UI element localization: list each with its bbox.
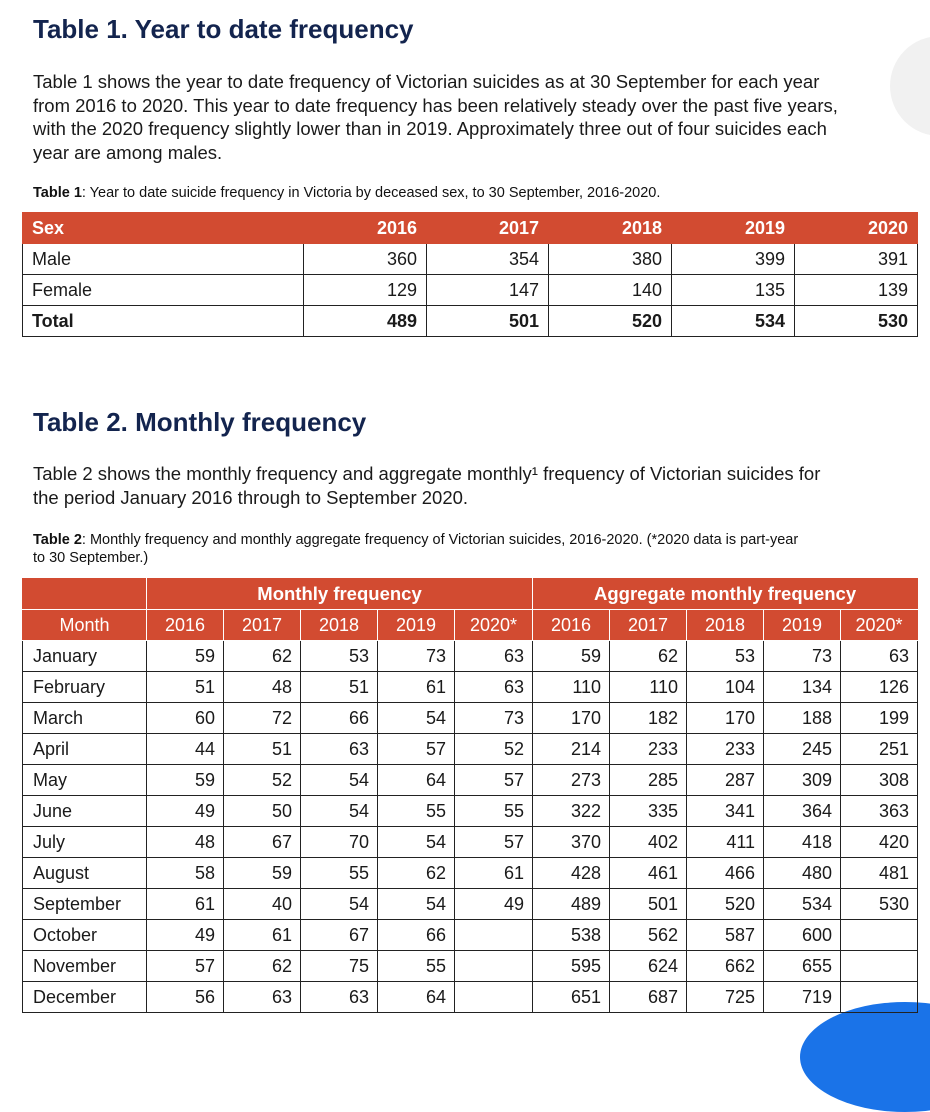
table-row bbox=[23, 672, 918, 703]
caption-text: to 30 September.) bbox=[33, 550, 149, 566]
column-header-year: 2016 bbox=[533, 610, 610, 641]
aggregate-cell: 245 bbox=[764, 734, 841, 765]
monthly-cell: 52 bbox=[224, 765, 301, 796]
table-cell: 135 bbox=[672, 275, 795, 306]
monthly-cell: 55 bbox=[301, 858, 378, 889]
monthly-cell: 64 bbox=[378, 765, 455, 796]
aggregate-cell: 687 bbox=[610, 982, 687, 1013]
table-header-row bbox=[23, 213, 918, 244]
aggregate-cell: 59 bbox=[533, 641, 610, 672]
aggregate-cell: 322 bbox=[533, 796, 610, 827]
aggregate-cell: 418 bbox=[764, 827, 841, 858]
monthly-cell: 55 bbox=[455, 796, 533, 827]
monthly-cell: 54 bbox=[301, 889, 378, 920]
aggregate-cell: 600 bbox=[764, 920, 841, 951]
monthly-cell: 62 bbox=[224, 641, 301, 672]
aggregate-cell: 370 bbox=[533, 827, 610, 858]
year-to-date-table bbox=[22, 212, 918, 337]
aggregate-cell: 309 bbox=[764, 765, 841, 796]
aggregate-cell: 188 bbox=[764, 703, 841, 734]
row-label: Male bbox=[23, 244, 304, 275]
table-cell: 399 bbox=[672, 244, 795, 275]
table2-paragraph bbox=[33, 462, 903, 509]
paragraph-line: Table 2 shows the monthly frequency and aggregate monthly¹ frequency of Victorian suicides for bbox=[33, 463, 821, 484]
aggregate-cell: 420 bbox=[841, 827, 918, 858]
aggregate-cell: 233 bbox=[610, 734, 687, 765]
monthly-cell bbox=[455, 920, 533, 951]
monthly-cell: 75 bbox=[301, 951, 378, 982]
monthly-cell: 57 bbox=[455, 827, 533, 858]
paragraph-line: the period January 2016 through to September 2020. bbox=[33, 486, 469, 508]
column-header-2020: 2020 bbox=[795, 213, 918, 244]
monthly-cell: 63 bbox=[301, 734, 378, 765]
table-cell: 489 bbox=[304, 306, 427, 337]
monthly-cell: 56 bbox=[147, 982, 224, 1013]
column-header-year: 2017 bbox=[610, 610, 687, 641]
monthly-cell: 49 bbox=[147, 796, 224, 827]
aggregate-cell: 73 bbox=[764, 641, 841, 672]
aggregate-cell: 428 bbox=[533, 858, 610, 889]
aggregate-cell bbox=[841, 920, 918, 951]
aggregate-cell: 538 bbox=[533, 920, 610, 951]
table-row bbox=[23, 306, 918, 337]
aggregate-cell: 170 bbox=[687, 703, 764, 734]
column-header-2017: 2017 bbox=[427, 213, 549, 244]
blank-header-cell bbox=[23, 579, 147, 610]
table-row bbox=[23, 796, 918, 827]
monthly-cell: 59 bbox=[147, 765, 224, 796]
aggregate-cell: 104 bbox=[687, 672, 764, 703]
floating-action-blob bbox=[800, 1002, 930, 1112]
column-header-year: 2016 bbox=[147, 610, 224, 641]
row-label: Female bbox=[23, 275, 304, 306]
monthly-cell: 61 bbox=[224, 920, 301, 951]
monthly-cell: 40 bbox=[224, 889, 301, 920]
caption-text: : Monthly frequency and monthly aggregate frequency of Victorian suicides, 2016-2020. (*2020 data is part-year bbox=[81, 532, 799, 548]
table2-caption bbox=[33, 531, 913, 567]
paragraph-line: with the 2020 frequency slightly lower than in 2019. Approximately three out of four suicides each bbox=[33, 118, 827, 139]
aggregate-cell: 287 bbox=[687, 765, 764, 796]
month-cell: May bbox=[23, 765, 147, 796]
table1-heading: Table 1. Year to date frequency bbox=[33, 14, 414, 44]
monthly-cell: 52 bbox=[455, 734, 533, 765]
paragraph-line: Table 1 shows the year to date frequency of Victorian suicides as at 30 September for each year bbox=[33, 71, 820, 92]
table-cell: 530 bbox=[795, 306, 918, 337]
monthly-cell: 66 bbox=[378, 920, 455, 951]
aggregate-cell: 214 bbox=[533, 734, 610, 765]
monthly-cell: 61 bbox=[378, 672, 455, 703]
aggregate-cell: 562 bbox=[610, 920, 687, 951]
aggregate-cell: 489 bbox=[533, 889, 610, 920]
aggregate-cell: 364 bbox=[764, 796, 841, 827]
table-cell: 534 bbox=[672, 306, 795, 337]
monthly-cell: 72 bbox=[224, 703, 301, 734]
table-cell: 147 bbox=[427, 275, 549, 306]
aggregate-cell: 63 bbox=[841, 641, 918, 672]
aggregate-cell: 273 bbox=[533, 765, 610, 796]
aggregate-cell: 481 bbox=[841, 858, 918, 889]
column-header-year: 2017 bbox=[224, 610, 301, 641]
table-row bbox=[23, 827, 918, 858]
row-label: Total bbox=[23, 306, 304, 337]
month-cell: December bbox=[23, 982, 147, 1013]
monthly-cell: 55 bbox=[378, 796, 455, 827]
monthly-cell: 50 bbox=[224, 796, 301, 827]
month-cell: September bbox=[23, 889, 147, 920]
monthly-cell: 61 bbox=[455, 858, 533, 889]
aggregate-cell: 402 bbox=[610, 827, 687, 858]
column-header-month: Month bbox=[23, 610, 147, 641]
month-cell: October bbox=[23, 920, 147, 951]
aggregate-cell: 110 bbox=[610, 672, 687, 703]
month-cell: February bbox=[23, 672, 147, 703]
monthly-cell bbox=[455, 982, 533, 1013]
year-header-row bbox=[23, 610, 918, 641]
aggregate-cell bbox=[841, 982, 918, 1013]
monthly-cell: 63 bbox=[224, 982, 301, 1013]
aggregate-cell: 62 bbox=[610, 641, 687, 672]
aggregate-cell: 53 bbox=[687, 641, 764, 672]
monthly-cell: 67 bbox=[224, 827, 301, 858]
monthly-cell: 53 bbox=[301, 641, 378, 672]
column-header-2018: 2018 bbox=[549, 213, 672, 244]
monthly-cell: 54 bbox=[301, 765, 378, 796]
table-row bbox=[23, 244, 918, 275]
aggregate-cell: 655 bbox=[764, 951, 841, 982]
group-header-monthly: Monthly frequency bbox=[147, 579, 533, 610]
column-header-year: 2020* bbox=[455, 610, 533, 641]
paragraph-line: from 2016 to 2020. This year to date frequency has been relatively steady over the past five years, bbox=[33, 94, 838, 116]
aggregate-cell: 480 bbox=[764, 858, 841, 889]
table-cell: 380 bbox=[549, 244, 672, 275]
aggregate-cell: 662 bbox=[687, 951, 764, 982]
monthly-cell: 44 bbox=[147, 734, 224, 765]
aggregate-cell: 126 bbox=[841, 672, 918, 703]
aggregate-cell: 725 bbox=[687, 982, 764, 1013]
monthly-cell: 51 bbox=[224, 734, 301, 765]
table-cell: 354 bbox=[427, 244, 549, 275]
table-row bbox=[23, 920, 918, 951]
monthly-cell: 64 bbox=[378, 982, 455, 1013]
monthly-cell: 63 bbox=[455, 672, 533, 703]
table-cell: 520 bbox=[549, 306, 672, 337]
table-row bbox=[23, 765, 918, 796]
table-cell: 391 bbox=[795, 244, 918, 275]
aggregate-cell: 110 bbox=[533, 672, 610, 703]
aggregate-cell: 520 bbox=[687, 889, 764, 920]
aggregate-cell: 170 bbox=[533, 703, 610, 734]
aggregate-cell bbox=[841, 951, 918, 982]
column-header-year: 2018 bbox=[687, 610, 764, 641]
month-cell: January bbox=[23, 641, 147, 672]
aggregate-cell: 134 bbox=[764, 672, 841, 703]
aggregate-cell: 335 bbox=[610, 796, 687, 827]
aggregate-cell: 251 bbox=[841, 734, 918, 765]
monthly-cell: 59 bbox=[224, 858, 301, 889]
aggregate-cell: 233 bbox=[687, 734, 764, 765]
aggregate-cell: 595 bbox=[533, 951, 610, 982]
monthly-cell: 49 bbox=[455, 889, 533, 920]
monthly-cell: 58 bbox=[147, 858, 224, 889]
aggregate-cell: 587 bbox=[687, 920, 764, 951]
monthly-cell: 66 bbox=[301, 703, 378, 734]
aggregate-cell: 624 bbox=[610, 951, 687, 982]
caption-label: Table 1 bbox=[33, 185, 82, 201]
column-header-year: 2020* bbox=[841, 610, 918, 641]
monthly-cell: 48 bbox=[224, 672, 301, 703]
month-cell: April bbox=[23, 734, 147, 765]
table-row bbox=[23, 858, 918, 889]
monthly-cell: 54 bbox=[301, 796, 378, 827]
aggregate-cell: 719 bbox=[764, 982, 841, 1013]
monthly-cell: 67 bbox=[301, 920, 378, 951]
table-row bbox=[23, 275, 918, 306]
table2-heading: Table 2. Monthly frequency bbox=[33, 407, 367, 437]
aggregate-cell: 182 bbox=[610, 703, 687, 734]
monthly-cell: 51 bbox=[301, 672, 378, 703]
monthly-cell: 49 bbox=[147, 920, 224, 951]
table-cell: 360 bbox=[304, 244, 427, 275]
monthly-cell: 63 bbox=[455, 641, 533, 672]
monthly-cell: 60 bbox=[147, 703, 224, 734]
aggregate-cell: 651 bbox=[533, 982, 610, 1013]
caption-text: : Year to date suicide frequency in Victoria by deceased sex, to 30 September, 2016-2020. bbox=[81, 185, 661, 201]
column-header-sex: Sex bbox=[23, 213, 304, 244]
table-cell: 139 bbox=[795, 275, 918, 306]
monthly-cell: 57 bbox=[455, 765, 533, 796]
month-cell: November bbox=[23, 951, 147, 982]
paragraph-line: year are among males. bbox=[33, 141, 223, 163]
caption-label: Table 2 bbox=[33, 532, 82, 548]
month-cell: August bbox=[23, 858, 147, 889]
table1-paragraph bbox=[33, 70, 903, 164]
group-header-aggregate: Aggregate monthly frequency bbox=[533, 579, 918, 610]
aggregate-cell: 199 bbox=[841, 703, 918, 734]
month-cell: June bbox=[23, 796, 147, 827]
month-cell: March bbox=[23, 703, 147, 734]
aggregate-cell: 466 bbox=[687, 858, 764, 889]
monthly-cell: 63 bbox=[301, 982, 378, 1013]
column-header-2016: 2016 bbox=[304, 213, 427, 244]
aggregate-cell: 285 bbox=[610, 765, 687, 796]
table-row bbox=[23, 982, 918, 1013]
monthly-cell: 57 bbox=[378, 734, 455, 765]
aggregate-cell: 411 bbox=[687, 827, 764, 858]
table-row bbox=[23, 951, 918, 982]
monthly-cell: 73 bbox=[455, 703, 533, 734]
monthly-cell: 54 bbox=[378, 889, 455, 920]
monthly-cell: 54 bbox=[378, 703, 455, 734]
table-cell: 501 bbox=[427, 306, 549, 337]
table-row bbox=[23, 703, 918, 734]
monthly-cell: 59 bbox=[147, 641, 224, 672]
monthly-frequency-table bbox=[22, 578, 918, 1013]
table-cell: 140 bbox=[549, 275, 672, 306]
monthly-cell: 54 bbox=[378, 827, 455, 858]
monthly-cell: 62 bbox=[224, 951, 301, 982]
monthly-cell: 57 bbox=[147, 951, 224, 982]
table-row bbox=[23, 734, 918, 765]
table-row bbox=[23, 641, 918, 672]
aggregate-cell: 501 bbox=[610, 889, 687, 920]
aggregate-cell: 530 bbox=[841, 889, 918, 920]
aggregate-cell: 341 bbox=[687, 796, 764, 827]
table-row bbox=[23, 889, 918, 920]
month-cell: July bbox=[23, 827, 147, 858]
monthly-cell: 61 bbox=[147, 889, 224, 920]
monthly-cell: 62 bbox=[378, 858, 455, 889]
aggregate-cell: 363 bbox=[841, 796, 918, 827]
monthly-cell: 55 bbox=[378, 951, 455, 982]
monthly-cell: 48 bbox=[147, 827, 224, 858]
aggregate-cell: 461 bbox=[610, 858, 687, 889]
aggregate-cell: 534 bbox=[764, 889, 841, 920]
column-header-year: 2018 bbox=[301, 610, 378, 641]
group-header-row bbox=[23, 579, 918, 610]
column-header-year: 2019 bbox=[764, 610, 841, 641]
column-header-2019: 2019 bbox=[672, 213, 795, 244]
monthly-cell: 70 bbox=[301, 827, 378, 858]
table-cell: 129 bbox=[304, 275, 427, 306]
monthly-cell: 51 bbox=[147, 672, 224, 703]
aggregate-cell: 308 bbox=[841, 765, 918, 796]
monthly-cell: 73 bbox=[378, 641, 455, 672]
column-header-year: 2019 bbox=[378, 610, 455, 641]
monthly-cell bbox=[455, 951, 533, 982]
table1-caption bbox=[33, 184, 913, 202]
